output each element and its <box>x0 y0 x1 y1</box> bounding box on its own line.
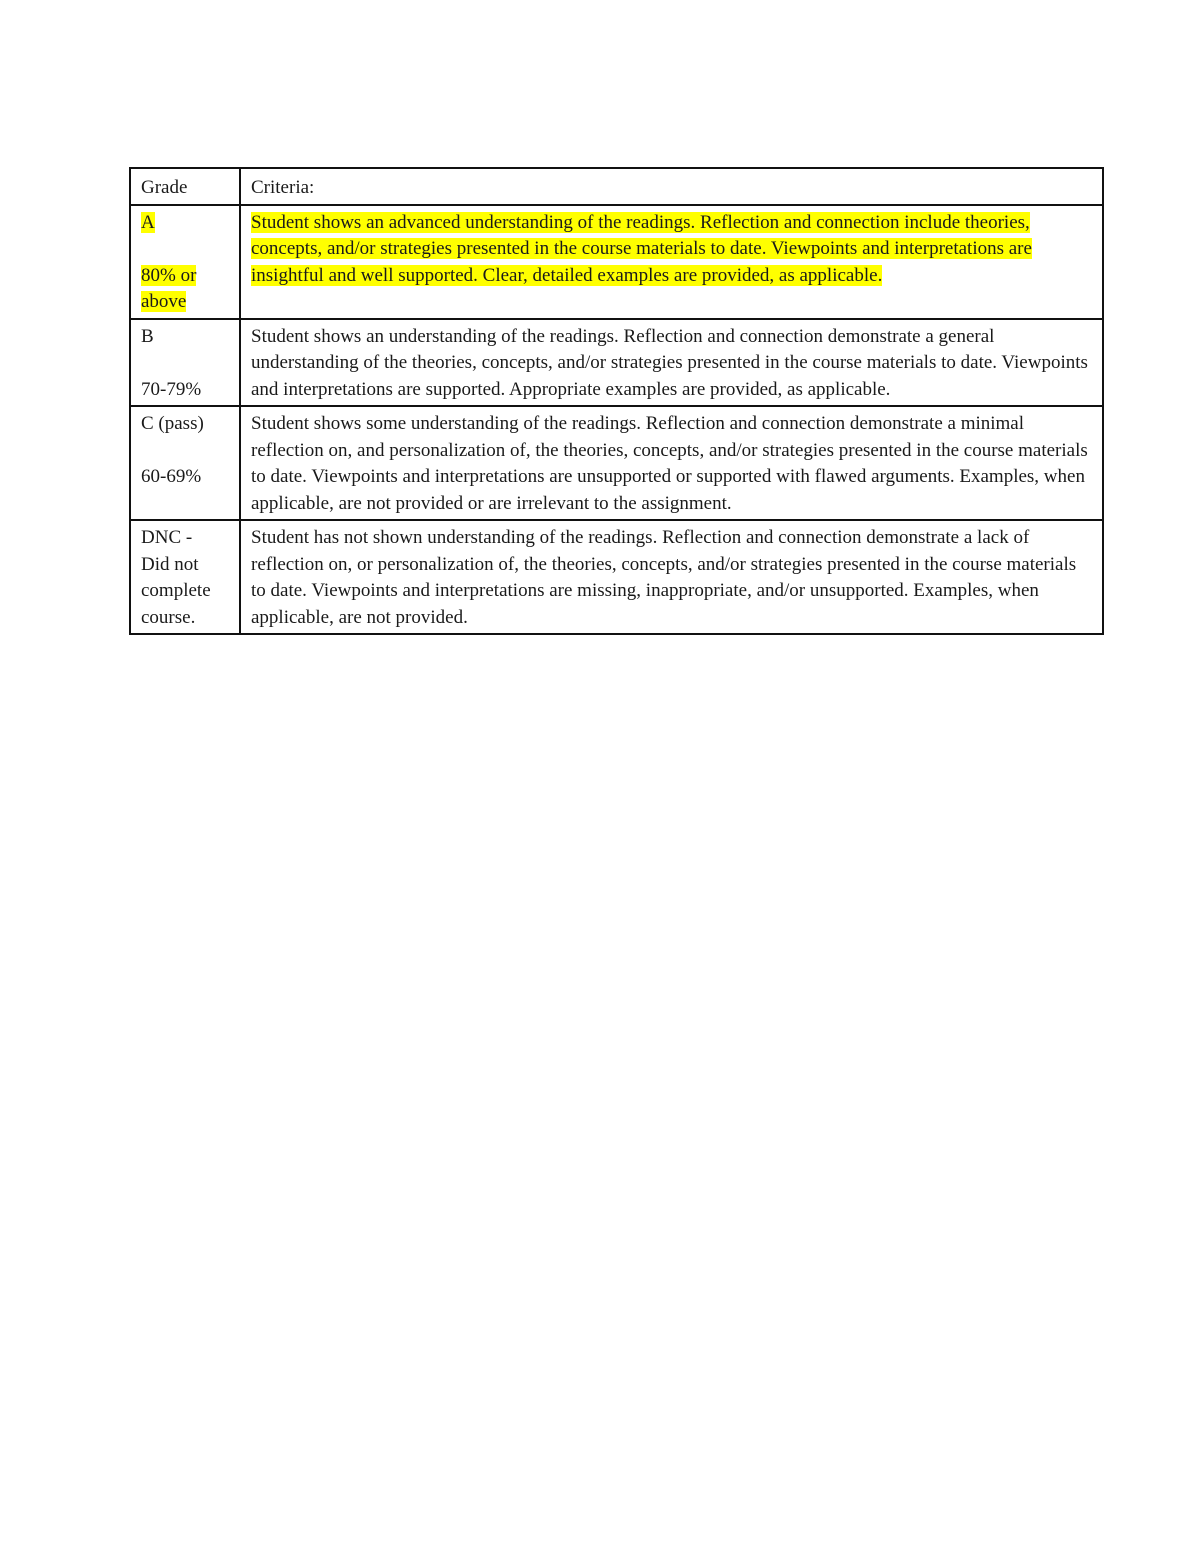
grade-cell-a <box>130 205 240 319</box>
grade-cell-c <box>130 406 240 520</box>
table-row-b <box>130 319 1103 407</box>
criteria-cell-b: Student shows an understanding of the readings. Reflection and connection demonstrate a general understanding of the theories, concepts, and/or strategies presented in the course materials to date. Viewpoints and interpretations are supported. Appropriate examples are provided, as applicable. <box>240 319 1103 407</box>
grade-letter-b: B <box>141 325 154 347</box>
grade-desc-dnc-line1: Did not <box>141 553 199 575</box>
grade-desc-dnc-line2: complete <box>141 580 211 601</box>
criteria-cell-a <box>240 205 1103 319</box>
criteria-cell-c: Student shows some understanding of the readings. Reflection and connection demonstrate a minimal reflection on, and personalization of, the theories, concepts, and/or strategies presented in the course materials to date. Viewpoints and interpretations are unsupported or supported with flawed arguments. Examples, when applicable, are not provided or are irrelevant to the assignment. <box>240 406 1103 520</box>
table-row-a <box>130 205 1103 319</box>
criteria-cell-dnc: Student has not shown understanding of the readings. Reflection and connection demonstrate a lack of reflection on, or personalization of, the theories, concepts, and/or strategies presented in the course materials to date. Viewpoints and interpretations are missing, inappropriate, and/or unsupported. Examples, when applicable, are not provided. <box>240 520 1103 634</box>
grade-letter-dnc: DNC - <box>141 527 193 548</box>
table-header-row <box>130 168 1103 205</box>
table-row-c <box>130 406 1103 520</box>
grade-cell-b <box>130 319 240 407</box>
table-row-dnc <box>130 520 1103 634</box>
grading-rubric-table <box>129 167 1104 635</box>
grade-letter-a: A <box>141 211 155 233</box>
grade-range-a-line1: 80% or <box>141 264 197 286</box>
grade-range-a-line2: above <box>141 291 187 312</box>
grade-desc-dnc-line3: course. <box>141 606 196 628</box>
criteria-text-a: Student shows an advanced understanding of the readings. Reflection and connection include theories, concepts, and/or strategies presented in the course materials to date. Viewpoints and interpretations are insightful and well supported. Clear, detailed examples are provided, as applicable. <box>251 211 1032 286</box>
header-grade: Grade <box>130 168 240 205</box>
grade-cell-dnc <box>130 520 240 634</box>
header-criteria: Criteria: <box>240 168 1103 205</box>
grade-range-c: 60-69% <box>141 466 202 487</box>
grade-range-b: 70-79% <box>141 378 202 400</box>
grade-letter-c: C (pass) <box>141 413 204 434</box>
